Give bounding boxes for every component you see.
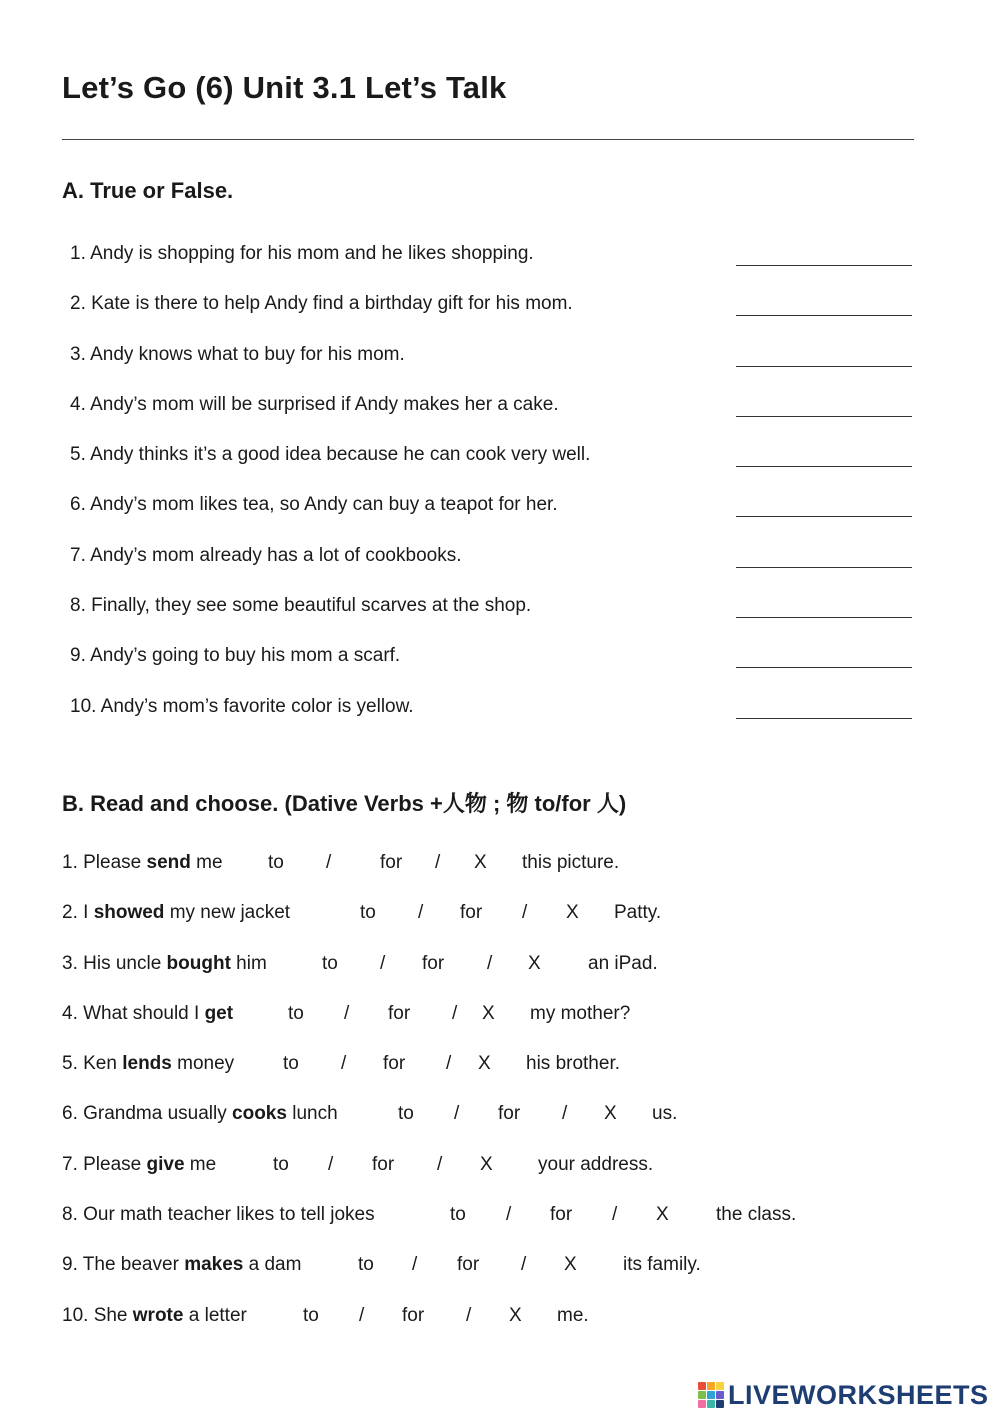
option-x[interactable]: X [564, 1254, 577, 1276]
logo-square [716, 1382, 724, 1390]
choice-question-ending: this picture. [522, 852, 620, 873]
option-x[interactable]: X [482, 1002, 495, 1024]
logo-square [698, 1400, 706, 1408]
choice-question-ending: its family. [623, 1254, 701, 1276]
option-separator: / [521, 1254, 527, 1276]
title-divider [62, 139, 914, 140]
option-to[interactable]: to [398, 1103, 414, 1125]
logo-square [707, 1400, 715, 1408]
tf-answer-blank[interactable] [736, 567, 912, 568]
option-for[interactable]: for [550, 1204, 573, 1226]
option-separator: / [344, 1002, 350, 1024]
choice-question [62, 949, 922, 999]
choice-question-stem [62, 1053, 234, 1074]
choice-question-ending: Patty. [614, 902, 662, 924]
dative-verb: showed [93, 902, 165, 924]
logo-square [698, 1382, 706, 1390]
tf-answer-blank[interactable] [736, 366, 912, 367]
tf-answer-blank[interactable] [736, 718, 912, 719]
tf-question [70, 541, 914, 591]
option-separator: / [380, 952, 386, 974]
stem-text: me [184, 1153, 217, 1175]
choice-question-stem [62, 852, 223, 873]
tf-question [70, 490, 914, 540]
choice-question-ending: an iPad. [588, 952, 658, 974]
choice-question [62, 1301, 922, 1351]
dative-verb: bought [166, 952, 231, 974]
stem-text: 3. His uncle [62, 952, 167, 974]
choice-question [62, 898, 922, 948]
tf-question-text: 8. Finally, they see some beautiful scarves at the shop. [70, 595, 532, 617]
page-title: Let’s Go (6) Unit 3.1 Let’s Talk [62, 70, 507, 105]
choice-question-ending: his brother. [526, 1053, 620, 1075]
choice-question [62, 1049, 922, 1099]
choice-question [62, 1099, 922, 1149]
option-x[interactable]: X [474, 852, 487, 873]
logo-square [707, 1382, 715, 1390]
liveworksheets-logo [698, 1378, 989, 1412]
option-for[interactable]: for [380, 852, 403, 873]
tf-question [70, 641, 914, 691]
choice-list [62, 848, 922, 1351]
stem-text: me [190, 852, 223, 873]
stem-text: 8. Our math teacher likes to tell jokes [62, 1204, 375, 1226]
logo-text: LIVEWORKSHEETS [728, 1379, 989, 1410]
option-separator: / [506, 1204, 512, 1226]
logo-square [698, 1391, 706, 1399]
option-separator: / [328, 1153, 334, 1175]
dative-verb: cooks [232, 1103, 287, 1125]
tf-answer-blank[interactable] [736, 617, 912, 618]
stem-text: 10. She [62, 1304, 133, 1326]
section-b-heading: B. Read and choose. (Dative Verbs +人物 ; 物 to/for 人) [62, 791, 627, 816]
option-to[interactable]: to [273, 1153, 289, 1175]
option-separator: / [437, 1153, 443, 1175]
tf-question-text: 3. Andy knows what to buy for his mom. [70, 343, 405, 365]
option-separator: / [612, 1204, 618, 1226]
stem-text: 5. Ken [62, 1053, 123, 1075]
stem-text: 9. The beaver [62, 1254, 185, 1276]
tf-answer-blank[interactable] [736, 315, 912, 316]
choice-question [62, 848, 922, 898]
tf-answer-blank[interactable] [736, 516, 912, 517]
tf-question [70, 289, 914, 339]
option-separator: / [562, 1103, 568, 1125]
option-for[interactable]: for [422, 952, 445, 974]
section-a-heading: A. True or False. [62, 178, 234, 203]
option-separator: / [359, 1304, 365, 1326]
option-separator: / [412, 1254, 418, 1276]
stem-text: a dam [243, 1254, 302, 1276]
stem-text: 7. Please [62, 1153, 147, 1175]
option-separator: / [418, 902, 424, 924]
option-x[interactable]: X [528, 952, 541, 974]
dative-verb: lends [122, 1053, 172, 1075]
option-for[interactable]: for [372, 1153, 395, 1175]
option-to[interactable]: to [288, 1002, 304, 1024]
tf-question-text: 7. Andy’s mom already has a lot of cookbooks. [70, 544, 462, 566]
tf-question-text: 6. Andy’s mom likes tea, so Andy can buy a teapot for her. [70, 494, 558, 516]
choice-question-stem [62, 1154, 216, 1175]
tf-question [70, 591, 914, 641]
option-x[interactable]: X [656, 1204, 669, 1226]
choice-question-ending: us. [652, 1103, 678, 1125]
choice-question-stem [62, 1254, 301, 1275]
stem-text: 4. What should I [62, 1002, 205, 1024]
option-separator: / [452, 1002, 458, 1024]
stem-text: 1. Please [62, 852, 147, 873]
stem-text: money [171, 1053, 235, 1075]
option-x[interactable]: X [604, 1103, 617, 1125]
option-separator: / [435, 852, 441, 873]
tf-question-text: 2. Kate is there to help Andy find a birthday gift for his mom. [70, 293, 573, 315]
choice-question-stem [62, 1204, 375, 1225]
choice-question [62, 1200, 922, 1250]
stem-text: 2. I [62, 902, 94, 924]
option-for[interactable]: for [388, 1002, 411, 1024]
logo-square [707, 1391, 715, 1399]
option-separator: / [341, 1053, 347, 1075]
option-to[interactable]: to [450, 1204, 466, 1226]
stem-text: lunch [286, 1103, 338, 1125]
stem-text: 6. Grandma usually [62, 1103, 233, 1125]
option-to[interactable]: to [322, 952, 338, 974]
choice-question-stem [62, 1103, 338, 1124]
option-for[interactable]: for [457, 1254, 480, 1276]
choice-question-stem [62, 1305, 247, 1326]
choice-question-stem [62, 1003, 233, 1024]
dative-verb: send [146, 852, 191, 873]
choice-question-ending: your address. [538, 1153, 654, 1175]
dative-verb: get [204, 1002, 234, 1024]
option-for[interactable]: for [498, 1103, 521, 1125]
choice-question-ending: me. [557, 1304, 589, 1326]
choice-question-ending: the class. [716, 1204, 797, 1226]
choice-question [62, 1250, 922, 1300]
choice-question [62, 999, 922, 1049]
logo-square [716, 1400, 724, 1408]
tf-question-text: 1. Andy is shopping for his mom and he likes shopping. [70, 243, 534, 264]
choice-question [62, 1150, 922, 1200]
dative-verb: makes [184, 1254, 244, 1276]
tf-answer-blank[interactable] [736, 466, 912, 467]
stem-text: my new jacket [164, 902, 291, 924]
option-x[interactable]: X [480, 1153, 493, 1175]
option-for[interactable]: for [402, 1304, 425, 1326]
true-false-list [70, 239, 914, 742]
option-to[interactable]: to [283, 1053, 299, 1075]
tf-answer-blank[interactable] [736, 416, 912, 417]
tf-question [70, 390, 914, 440]
tf-question-text: 9. Andy’s going to buy his mom a scarf. [70, 645, 401, 667]
choice-question-stem [62, 902, 290, 923]
option-for[interactable]: for [383, 1053, 406, 1075]
tf-answer-blank[interactable] [736, 265, 912, 266]
tf-question [70, 440, 914, 490]
stem-text: a letter [183, 1304, 247, 1326]
tf-question-text: 4. Andy’s mom will be surprised if Andy makes her a cake. [70, 393, 559, 415]
dative-verb: wrote [132, 1304, 184, 1326]
option-for[interactable]: for [460, 902, 483, 924]
tf-question [70, 340, 914, 390]
option-to[interactable]: to [358, 1254, 374, 1276]
logo-mark-icon [698, 1382, 724, 1408]
option-x[interactable]: X [566, 902, 579, 924]
option-separator: / [326, 852, 332, 873]
option-to[interactable]: to [268, 852, 284, 873]
choice-question-ending: my mother? [530, 1002, 631, 1024]
logo-square [716, 1391, 724, 1399]
tf-answer-blank[interactable] [736, 667, 912, 668]
option-separator: / [466, 1304, 472, 1326]
tf-question [70, 239, 914, 289]
dative-verb: give [146, 1153, 185, 1175]
option-x[interactable]: X [478, 1053, 491, 1075]
stem-text: him [230, 952, 267, 974]
tf-question-text: 5. Andy thinks it’s a good idea because he can cook very well. [70, 444, 591, 466]
option-separator: / [522, 902, 528, 924]
option-to[interactable]: to [360, 902, 376, 924]
option-x[interactable]: X [509, 1304, 522, 1326]
option-separator: / [446, 1053, 452, 1075]
option-to[interactable]: to [303, 1304, 319, 1326]
tf-question [70, 692, 914, 742]
option-separator: / [454, 1103, 460, 1125]
option-separator: / [487, 952, 493, 974]
choice-question-stem [62, 953, 267, 974]
tf-question-text: 10. Andy’s mom’s favorite color is yellow. [70, 695, 414, 717]
